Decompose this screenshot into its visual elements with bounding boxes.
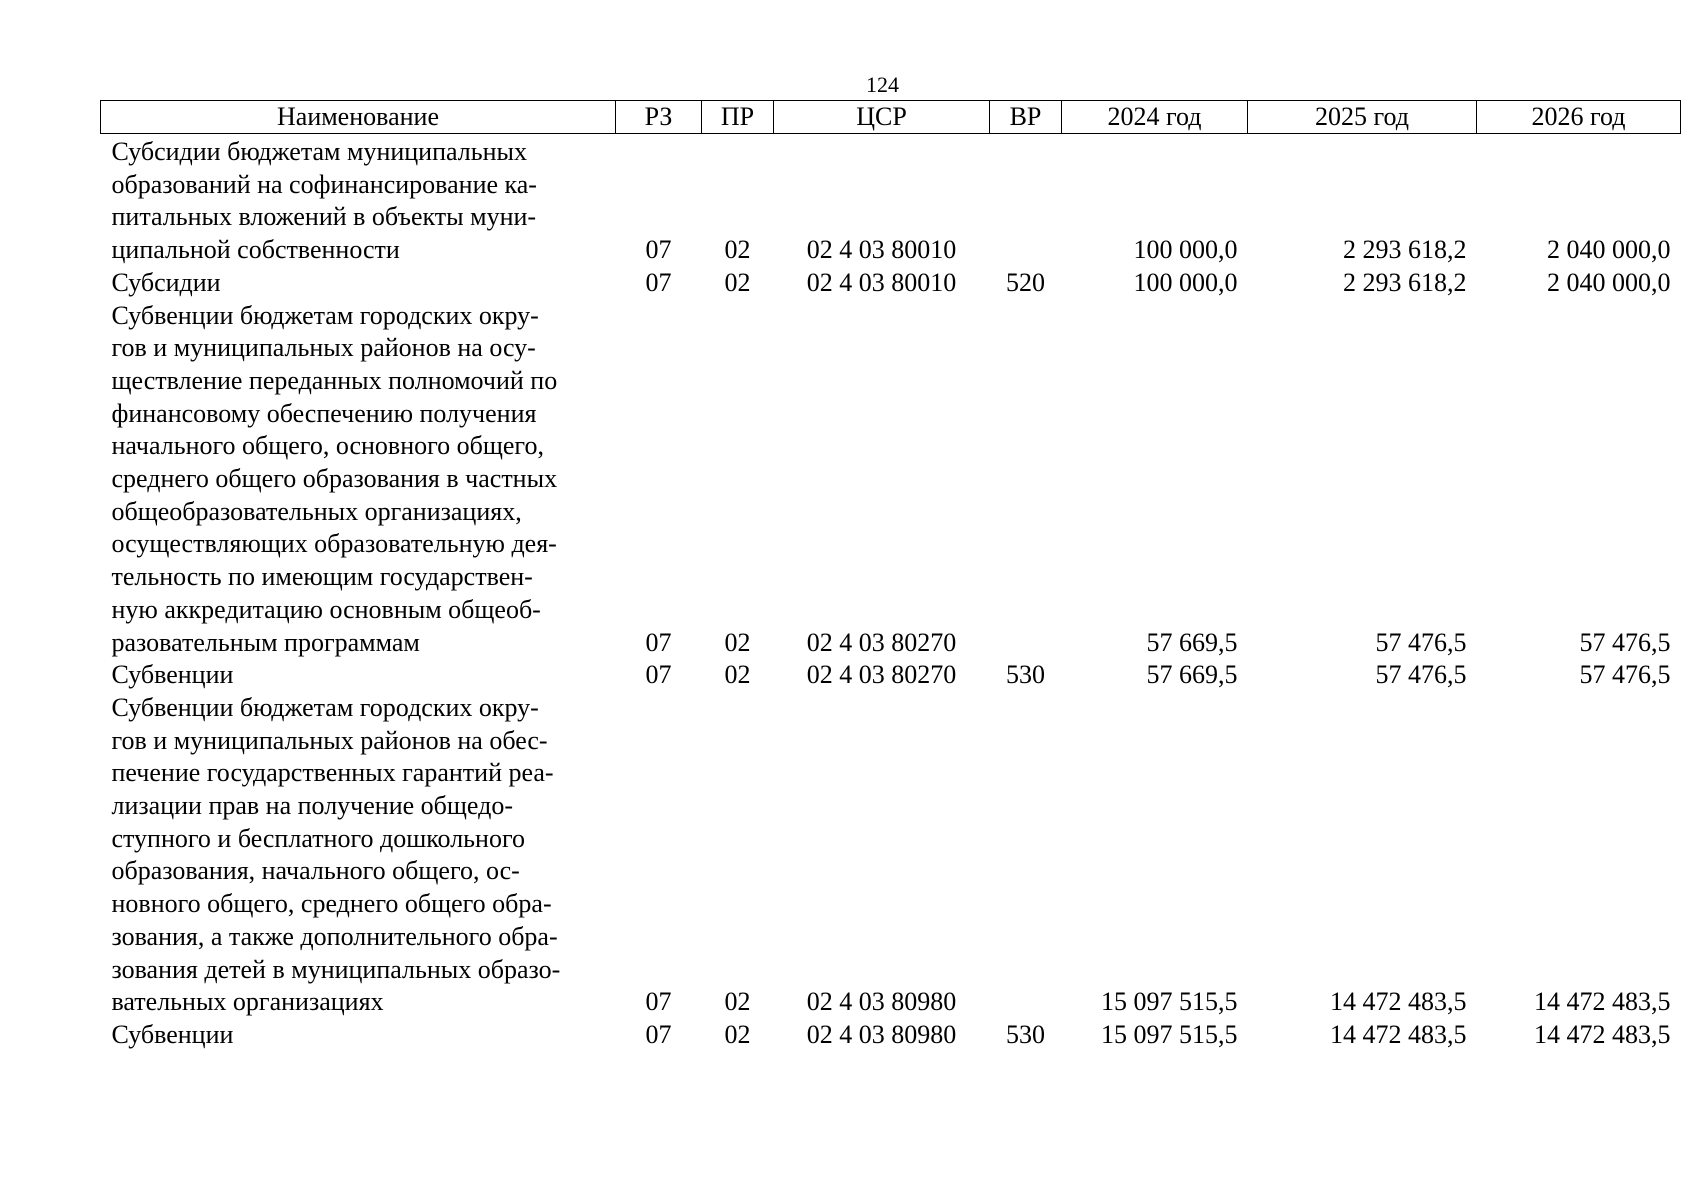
cell-vr: 520 [1006,267,1045,297]
name-line: вательных организациях [111,987,384,1017]
cell-2025: 2 293 618,2 [1343,235,1467,265]
cell-2025: 14 472 483,5 [1330,987,1467,1017]
cell-2026: 14 472 483,5 [1534,1019,1671,1049]
name-line: зования, а также дополнительного обра- [111,921,558,951]
cell-name [101,1019,616,1052]
cell-pr: 02 [724,660,751,690]
cell-2025: 14 472 483,5 [1330,1019,1467,1049]
name-line: ществление переданных полномочий по [111,365,558,395]
cell-pr: 02 [724,267,751,297]
cell-name [101,300,616,660]
page-number: 124 [866,72,899,97]
name-line: финансовому обеспечению получения [111,398,537,428]
table-row [101,267,1681,300]
table-row [101,659,1681,692]
cell-name [101,659,616,692]
header-vr: ВР [990,101,1062,134]
name-line: гов и муниципальных районов на обес- [111,725,548,755]
cell-pr: 02 [724,627,751,657]
cell-2025: 2 293 618,2 [1343,267,1467,297]
cell-csr: 02 4 03 80980 [806,987,957,1017]
table-row [101,300,1681,660]
name-line: тельность по имеющим государствен- [111,562,533,592]
table-row [101,692,1681,1019]
cell-rz: 07 [645,987,672,1017]
cell-2026: 57 476,5 [1579,627,1671,657]
cell-2024: 15 097 515,5 [1101,987,1238,1017]
cell-2024: 57 669,5 [1146,627,1238,657]
table-body [101,134,1681,1052]
cell-pr: 02 [724,1019,751,1049]
cell-pr: 02 [724,987,751,1017]
cell-pr: 02 [724,235,751,265]
name-line: Субвенции бюджетам городских окру- [111,692,539,722]
cell-vr [990,300,1062,660]
table-row [101,134,1681,267]
name-line: питальных вложений в объекты муни- [111,202,537,232]
cell-2025: 57 476,5 [1375,660,1467,690]
cell-vr [990,134,1062,267]
name-line: Субвенции бюджетам городских окру- [111,300,539,330]
name-line: лизации прав на получение общедо- [111,791,513,821]
name-line: печение государственных гарантий реа- [111,758,554,788]
cell-name [101,267,616,300]
cell-vr: 530 [1006,1019,1045,1049]
table-header-row [101,101,1681,134]
cell-2026: 2 040 000,0 [1547,267,1671,297]
name-line: зования детей в муниципальных образо- [111,954,561,984]
header-2024: 2024 год [1062,101,1248,134]
cell-csr: 02 4 03 80010 [806,267,957,297]
name-line: гов и муниципальных районов на осу- [111,333,536,363]
cell-rz: 07 [645,660,672,690]
name-line: ную аккредитацию основным общеоб- [111,594,541,624]
cell-rz: 07 [645,267,672,297]
cell-2026: 2 040 000,0 [1547,235,1671,265]
name-line: образований на софинансирование ка- [111,169,537,199]
header-csr: ЦСР [774,101,990,134]
cell-vr [990,692,1062,1019]
header-pr: ПР [702,101,774,134]
cell-rz: 07 [645,627,672,657]
name-line: Субсидии бюджетам муниципальных [111,137,527,166]
cell-csr: 02 4 03 80270 [806,627,957,657]
header-2025: 2025 год [1248,101,1477,134]
name-line: Субвенции [111,1019,234,1049]
cell-2024: 15 097 515,5 [1101,1019,1238,1049]
cell-2024: 57 669,5 [1146,660,1238,690]
name-line: среднего общего образования в частных [111,464,558,494]
name-line: осуществляющих образовательную дея- [111,529,557,559]
cell-2026: 57 476,5 [1579,660,1671,690]
cell-rz: 07 [645,1019,672,1049]
header-name: Наименование [101,101,616,134]
name-line: новного общего, среднего общего обра- [111,889,552,919]
name-line: Субсидии [111,267,221,297]
cell-name [101,134,616,267]
cell-csr: 02 4 03 80270 [806,660,957,690]
cell-name [101,692,616,1019]
name-line: общеобразовательных организациях, [111,496,522,526]
name-line: образования, начального общего, ос- [111,856,520,886]
cell-vr: 530 [1006,660,1045,690]
name-line: Субвенции [111,660,234,690]
name-line: ципальной собственности [111,235,400,265]
cell-2026: 14 472 483,5 [1534,987,1671,1017]
name-line: ступного и бесплатного дошкольного [111,823,525,853]
cell-csr: 02 4 03 80010 [806,235,957,265]
table-row [101,1019,1681,1052]
header-rz: РЗ [616,101,702,134]
cell-2025: 57 476,5 [1375,627,1467,657]
cell-2024: 100 000,0 [1133,235,1238,265]
header-2026: 2026 год [1477,101,1681,134]
budget-table [100,100,1681,1052]
cell-rz: 07 [645,235,672,265]
name-line: разовательным программам [111,627,420,657]
name-line: начального общего, основного общего, [111,431,544,461]
cell-2024: 100 000,0 [1133,267,1238,297]
cell-csr: 02 4 03 80980 [806,1019,957,1049]
